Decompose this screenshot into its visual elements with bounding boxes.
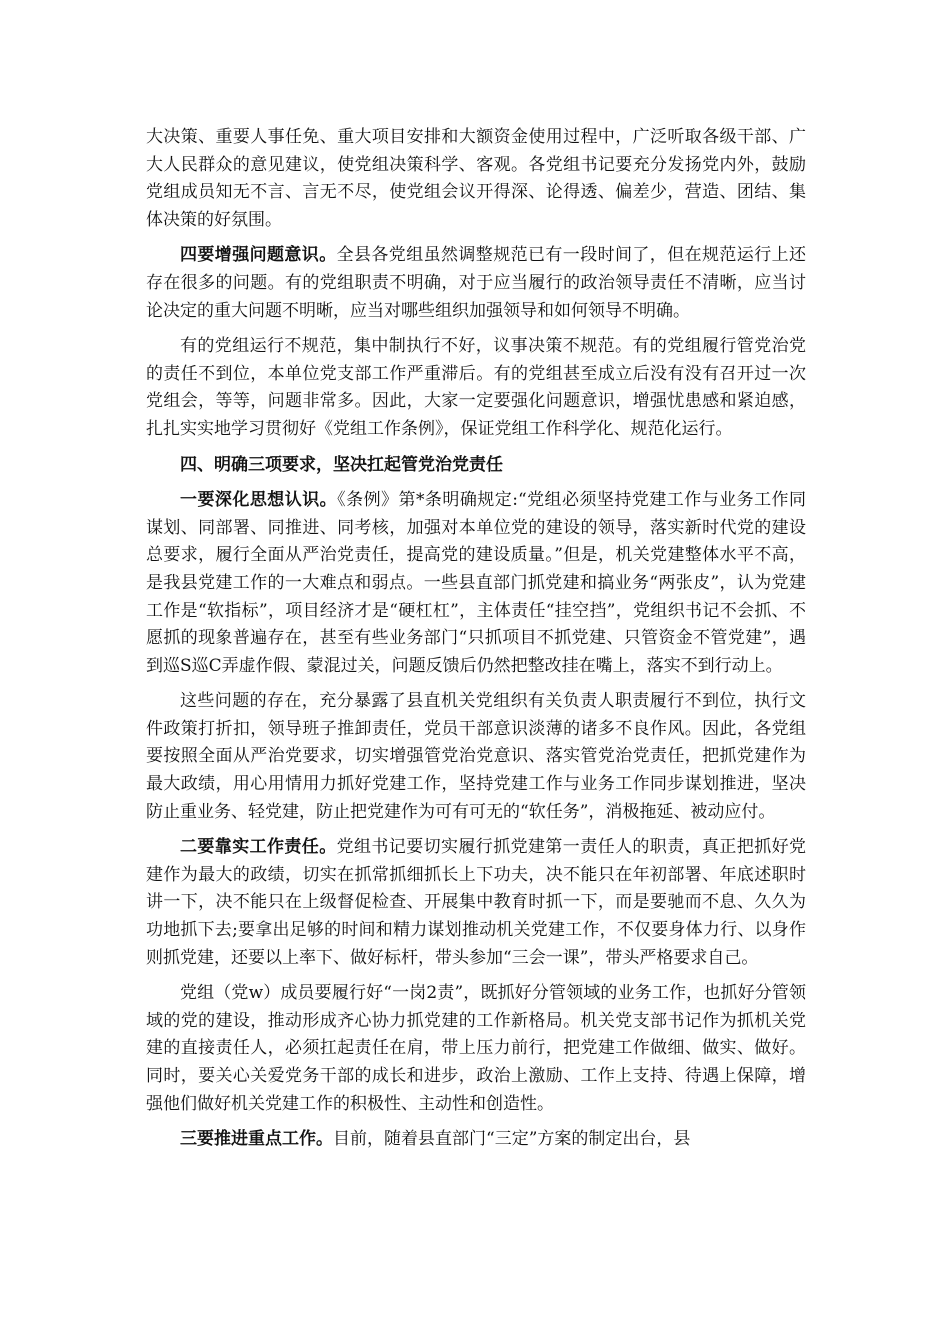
paragraph-9	[146, 1126, 806, 1154]
paragraph-text: 这些问题的存在，充分暴露了县直机关党组织有关负责人职责履行不到位，执行文件政策打折扣，领导班子推卸责任，党员干部意识淡薄的诸多不良作风。因此，各党组要按照全面从严治党要求，切实增强管党治党意识、落实管党治党责任，把抓党建作为最大政绩，用心用情用力抓好党建工作，坚持党建工作与业务工作同步谋划推进，坚决防止重业务、轻党建，防止把党建作为可有可无的“软任务”，消极拖延、被动应付。	[146, 691, 806, 822]
paragraph-text: 党组书记要切实履行抓党建第一责任人的职责，真正把抓好党建作为最大的政绩，切实在抓常抓细抓长上下功夫，决不能只在年初部署、年底述职时讲一下，决不能只在上级督促检查、开展集中教育时抓一下，而是要驰而不息、久久为功地抓下去;要拿出足够的时间和精力谋划推动机关党建工作，不仅要身体力行、以身作则抓党建，还要以上率下、做好标杆，带头参加“三会一课”，带头严格要求自己。	[146, 837, 807, 968]
paragraph-lead: 一要深化思想认识。	[180, 490, 338, 511]
paragraph-1	[146, 124, 806, 234]
paragraph-text: 有的党组运行不规范，集中制执行不好，议事决策不规范。有的党组履行管党治党的责任不到位，本单位党支部工作严重滞后。有的党组甚至成立后没有没有召开过一次党组会，等等，问题非常多。因此，大家一定要强化问题意识，增强忧患感和紧迫感，扎扎实实地学习贯彻好《党组工作条例》，保证党组工作科学化、规范化运行。	[146, 336, 806, 439]
paragraph-7	[146, 834, 806, 972]
paragraph-text: 《条例》第*条明确规定:“党组必须坚持党建工作与业务工作同谋划、同部署、同推进、同考核，加强对本单位党的建设的领导，落实新时代党的建设总要求，履行全面从严治党责任，提高党的建设质量。”但是，机关党建整体水平不高，是我县党建工作的一大难点和弱点。一些县直部门抓党建和搞业务“两张皮”，认为党建工作是“软指标”，项目经济才是“硬杠杠”，主体责任“挂空挡”，党组织书记不会抓、不愿抓的现象普遍存在，甚至有些业务部门“只抓项目不抓党建、只管资金不管党建”，遇到巡S巡C弄虚作假、蒙混过关，问题反馈后仍然把整改挂在嘴上，落实不到行动上。	[146, 490, 807, 676]
paragraph-2	[146, 242, 806, 325]
paragraph-text: 目前，随着县直部门“三定”方案的制定出台，县	[333, 1129, 691, 1150]
paragraph-lead: 四要增强问题意识。	[180, 245, 337, 266]
paragraph-8	[146, 980, 806, 1118]
paragraph-text: 大决策、重要人事任免、重大项目安排和大额资金使用过程中，广泛听取各级干部、广大人民群众的意见建议，使党组决策科学、客观。各党组书记要充分发扬党内外，鼓励党组成员知无不言、言无不尽，使党组会议开得深、论得透、偏差少，营造、团结、集体决策的好氛围。	[146, 127, 806, 230]
paragraph-lead: 三要推进重点工作。	[180, 1129, 333, 1150]
paragraph-6	[146, 688, 806, 826]
paragraph-text: 党组（党w）成员要履行好“一岗2责”，既抓好分管领域的业务工作，也抓好分管领域的党的建设，推动形成齐心协力抓党建的工作新格局。机关党支部书记作为抓机关党建的直接责任人，必须扛起责任在肩，带上压力前行，把党建工作做细、做实、做好。同时，要关心关爱党务干部的成长和进步，政治上激励、工作上支持、待遇上保障，增强他们做好机关党建工作的积极性、主动性和创造性。	[146, 983, 806, 1114]
paragraph-5	[146, 487, 806, 680]
paragraph-3	[146, 333, 806, 443]
document-page	[146, 124, 806, 1162]
paragraph-text: 全县各党组虽然调整规范已有一段时间了，但在规范运行上还存在很多的问题。有的党组职责不明确，对于应当履行的政治领导责任不清晰，应当讨论决定的重大问题不明晰，应当对哪些组织加强领导和如何领导不明确。	[146, 245, 807, 321]
section-heading: 四、明确三项要求，坚决扛起管党治党责任	[180, 454, 503, 475]
paragraph-lead: 二要靠实工作责任。	[180, 837, 337, 858]
